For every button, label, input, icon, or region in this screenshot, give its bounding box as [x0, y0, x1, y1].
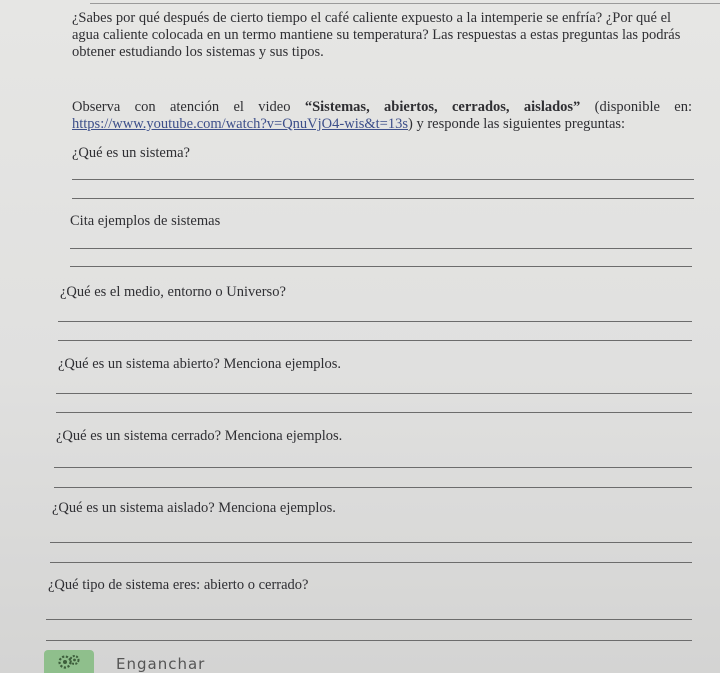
- answer-line-2a[interactable]: [70, 248, 692, 249]
- answer-line-2b[interactable]: [70, 266, 692, 267]
- section-label: Enganchar: [116, 655, 206, 673]
- video-link[interactable]: https://www.youtube.com/watch?v=QnuVjO4-wis&t=13s: [72, 116, 408, 132]
- instruction-middle: (disponible en:: [580, 99, 692, 115]
- gears-icon: [56, 653, 82, 671]
- answer-line-7b[interactable]: [46, 640, 692, 641]
- answer-line-6b[interactable]: [50, 562, 692, 563]
- answer-line-1a[interactable]: [72, 179, 694, 180]
- answer-line-3a[interactable]: [58, 321, 692, 322]
- answer-line-5b[interactable]: [54, 487, 692, 488]
- top-divider: [90, 3, 720, 4]
- answer-line-1b[interactable]: [72, 198, 694, 199]
- answer-line-5a[interactable]: [54, 467, 692, 468]
- question-2: Cita ejemplos de sistemas: [70, 213, 221, 229]
- video-title: “Sistemas, abiertos, cerrados, aislados”: [304, 99, 581, 115]
- question-6: ¿Qué es un sistema aislado? Menciona ejemplos.: [52, 500, 336, 516]
- question-5: ¿Qué es un sistema cerrado? Menciona ejemplos.: [56, 428, 343, 444]
- instruction-prefix: Observa con atención el video: [72, 99, 305, 115]
- section-badge: [44, 650, 94, 673]
- answer-line-3b[interactable]: [58, 340, 692, 341]
- answer-line-4b[interactable]: [56, 412, 692, 413]
- instruction-paragraph: [72, 99, 692, 133]
- answer-line-6a[interactable]: [50, 542, 692, 543]
- intro-paragraph: ¿Sabes por qué después de cierto tiempo el café caliente expuesto a la intemperie se enfría? ¿Por qué el agua caliente colocada en un termo mantiene su temperatura? Las respuestas a estas preguntas las podrás obtener estudiando los sistemas y sus tipos.: [72, 10, 681, 60]
- question-3: ¿Qué es el medio, entorno o Universo?: [60, 284, 286, 300]
- answer-line-4a[interactable]: [56, 393, 692, 394]
- question-4: ¿Qué es un sistema abierto? Menciona ejemplos.: [58, 356, 342, 372]
- question-7: ¿Qué tipo de sistema eres: abierto o cerrado?: [48, 577, 309, 593]
- instruction-suffix: ) y responde las siguientes preguntas:: [408, 116, 626, 132]
- question-1: ¿Qué es un sistema?: [72, 145, 190, 161]
- answer-line-7a[interactable]: [46, 619, 692, 620]
